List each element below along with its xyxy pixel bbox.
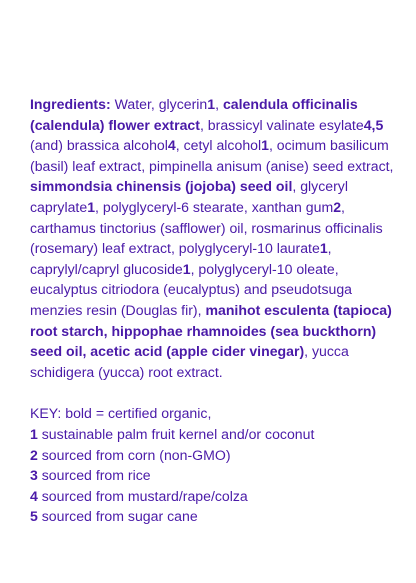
ingredient-segment: , brassicyl valinate esylate [199, 116, 364, 133]
key-item-number: 5 [30, 508, 38, 525]
ingredient-segment: , yucca schidigera (yucca) root extract. [30, 343, 349, 380]
ingredient-segment: manihot esculenta (tapioca) root starch, hippophae rhamnoides (sea buckthorn) seed oil, acetic acid (apple cider vinegar) [30, 301, 392, 360]
ingredient-segment: 1 [261, 137, 269, 154]
ingredient-segment: 4 [167, 137, 176, 154]
key-legend [30, 403, 398, 527]
ingredients-heading: Ingredients: [30, 96, 111, 112]
ingredient-segment: , carthamus tinctorius (safflower) oil, rosmarinus officinalis (rosemary) leaf extract, polyglyceryl-10 laurate [30, 198, 383, 257]
ingredient-segment: , ocimum basilicum (basil) leaf extract, pimpinella anisum (anise) seed extract, [30, 137, 394, 174]
key-item-number: 2 [30, 446, 38, 463]
key-item [30, 486, 398, 507]
key-item [30, 465, 398, 486]
ingredient-segment: Water, glycerin [110, 96, 208, 112]
key-item-text: sustainable palm fruit kernel and/or coconut [37, 425, 315, 442]
ingredient-segment: (and) brassica alcohol [30, 137, 168, 154]
ingredient-segment: 1 [319, 240, 328, 257]
ingredient-segment: 2 [333, 198, 342, 215]
key-item [30, 506, 398, 527]
ingredients-paragraph [30, 94, 398, 382]
ingredient-segment: , polyglyceryl-6 stearate, xanthan gum [95, 198, 334, 215]
ingredient-segment: 1 [207, 96, 216, 112]
ingredient-segment: , cetyl alcohol [175, 137, 262, 154]
key-item-text: sourced from rice [37, 467, 151, 484]
key-item-number: 1 [30, 425, 38, 442]
ingredient-segment: simmondsia chinensis (jojoba) seed oil [30, 178, 293, 195]
key-list [30, 424, 398, 527]
key-title: KEY: bold = certified organic, [30, 405, 212, 422]
ingredient-segment: , [215, 96, 223, 112]
key-item [30, 445, 398, 466]
ingredient-segment: 1 [182, 260, 191, 277]
ingredient-segment: calendula officinalis (calendula) flower extract [30, 96, 358, 133]
key-item-text: sourced from corn (non-GMO) [37, 446, 231, 463]
key-item-number: 3 [30, 467, 38, 484]
key-item-text: sourced from sugar cane [37, 508, 198, 525]
key-item-text: sourced from mustard/rape/colza [37, 487, 248, 504]
ingredient-segment: , glyceryl caprylate [30, 178, 348, 215]
key-item [30, 424, 398, 445]
ingredient-segment: , caprylyl/capryl glucoside [30, 240, 332, 277]
ingredients-text [30, 96, 393, 380]
ingredient-segment: , polyglyceryl-10 oleate, eucalyptus citriodora (eucalyptus) and pseudotsuga menzies resin (Douglas fir), [30, 260, 353, 318]
key-item-number: 4 [30, 487, 38, 504]
ingredient-segment: 1 [87, 198, 96, 215]
ingredient-segment: 4,5 [363, 116, 384, 133]
